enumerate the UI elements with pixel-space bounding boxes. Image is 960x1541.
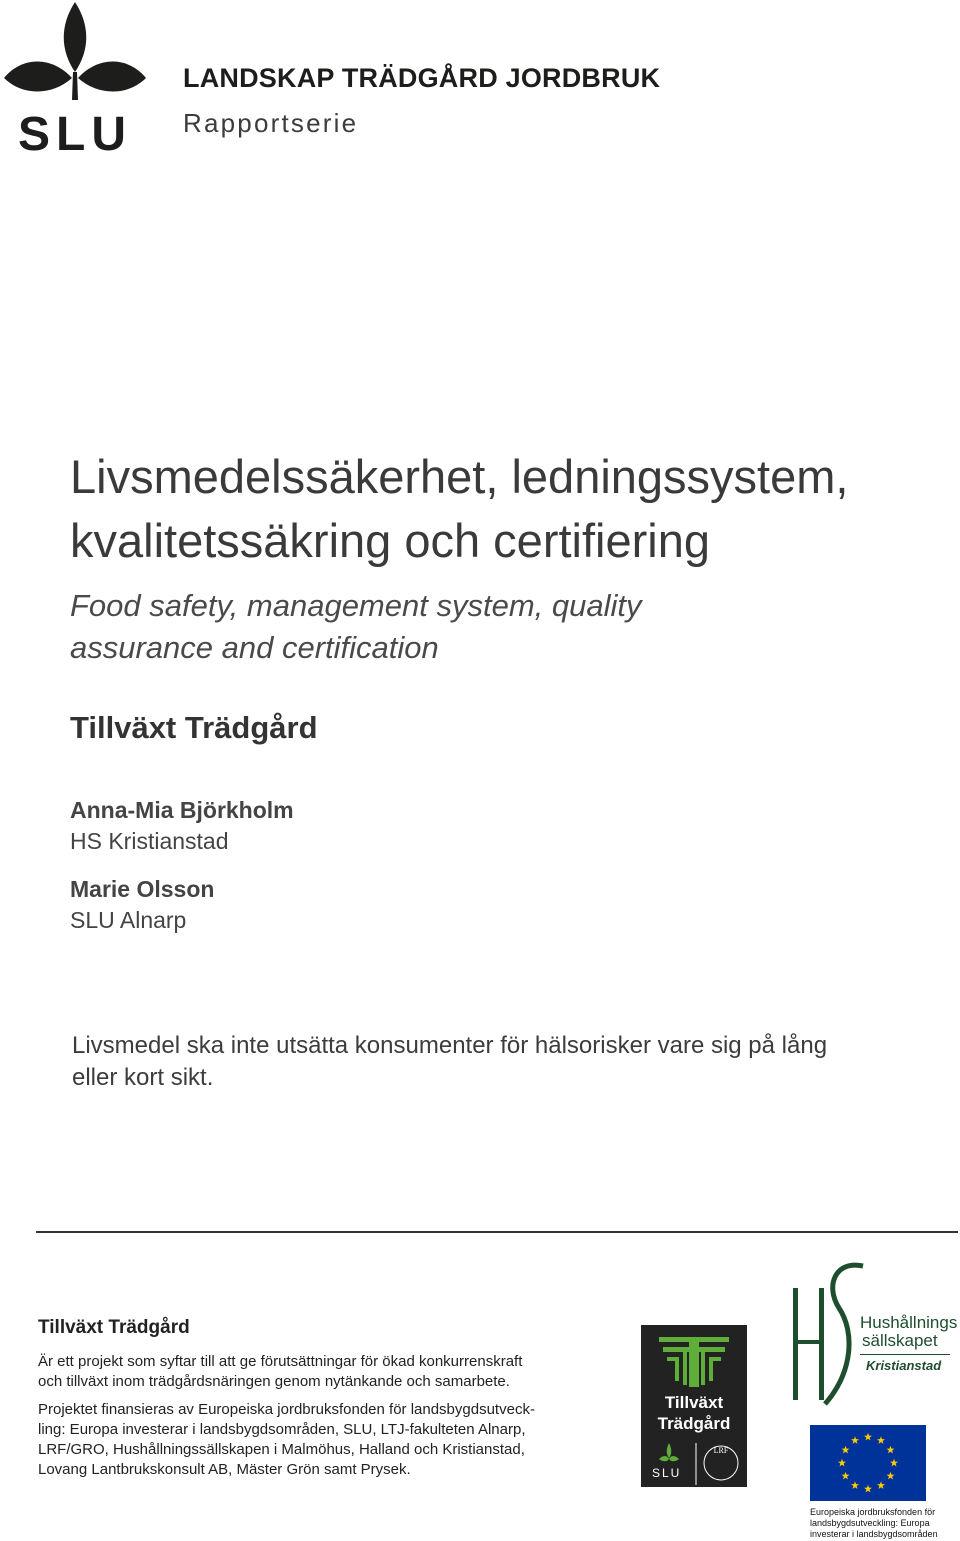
funding-line4: Lovang Lantbrukskonsult AB, Mäster Grön samt Prysek. bbox=[38, 1461, 411, 1478]
eu-text-line3: investerar i landsbygdsområden bbox=[810, 1529, 938, 1539]
main-title-line1: Livsmedelssäkerhet, ledningssystem, bbox=[70, 450, 849, 503]
english-title-line1: Food safety, management system, quality bbox=[70, 588, 642, 623]
eu-text-line1: Europeiska jordbruksfonden för bbox=[810, 1507, 936, 1517]
project-description bbox=[38, 1352, 583, 1392]
hushallningssallskapet-logo bbox=[775, 1262, 865, 1407]
summary-line1: Livsmedel ska inte utsätta konsumenter för hälsorisker vare sig på lång bbox=[72, 1032, 828, 1059]
funding-description bbox=[38, 1400, 583, 1480]
eu-flag-icon bbox=[810, 1425, 926, 1501]
tt-logo-line1: Tillväxt bbox=[664, 1393, 724, 1412]
lrf-text: LRF bbox=[713, 1446, 729, 1455]
author-affiliation: HS Kristianstad bbox=[70, 828, 229, 854]
hs-divider bbox=[860, 1354, 950, 1355]
hs-name-line2: sällskapet bbox=[862, 1331, 938, 1350]
funding-line2: ling: Europa investerar i landsbygdsområden, SLU, LTJ-fakulteten Alnarp, bbox=[38, 1421, 526, 1438]
project-description-line1: Är ett projekt som syftar till att ge förutsättningar för ökad konkurrenskraft bbox=[38, 1353, 523, 1370]
hs-name-line1: Hushållnings bbox=[860, 1313, 958, 1332]
tt-logo-line2: Trädgård bbox=[657, 1414, 731, 1433]
eu-text-line2: landsbygdsutveckling: Europa bbox=[810, 1518, 930, 1528]
bottom-heading: Tillväxt Trädgård bbox=[38, 1317, 190, 1338]
main-title bbox=[70, 445, 950, 573]
author-name: Marie Olsson bbox=[70, 876, 215, 902]
english-title-line2: assurance and certification bbox=[70, 630, 439, 665]
divider bbox=[36, 1231, 958, 1233]
summary-text bbox=[72, 1030, 892, 1094]
project-description-line2: och tillväxt inom trädgårdsnäringen genom nytänkande och samarbete. bbox=[38, 1373, 510, 1390]
summary-line2: eller kort sikt. bbox=[72, 1064, 214, 1091]
tt-logo-slu-text: SLU bbox=[652, 1466, 682, 1480]
main-title-line2: kvalitetssäkring och certifiering bbox=[70, 514, 710, 567]
slu-logo bbox=[0, 0, 150, 160]
slu-logo-text: SLU bbox=[18, 108, 132, 160]
series-title: LANDSKAP TRÄDGÅRD JORDBRUK bbox=[183, 63, 661, 93]
series-subtitle: Rapportserie bbox=[183, 108, 359, 138]
funding-line1: Projektet finansieras av Europeiska jordbruksfonden för landsbygdsutveck- bbox=[38, 1401, 535, 1418]
project-name: Tillväxt Trädgård bbox=[70, 710, 318, 745]
hs-region: Kristianstad bbox=[866, 1358, 942, 1373]
english-title bbox=[70, 585, 950, 669]
author-name: Anna-Mia Björkholm bbox=[70, 797, 294, 823]
author-affiliation: SLU Alnarp bbox=[70, 907, 187, 933]
funding-line3: LRF/GRO, Hushållningssällskapen i Malmöhus, Halland och Kristianstad, bbox=[38, 1441, 525, 1458]
